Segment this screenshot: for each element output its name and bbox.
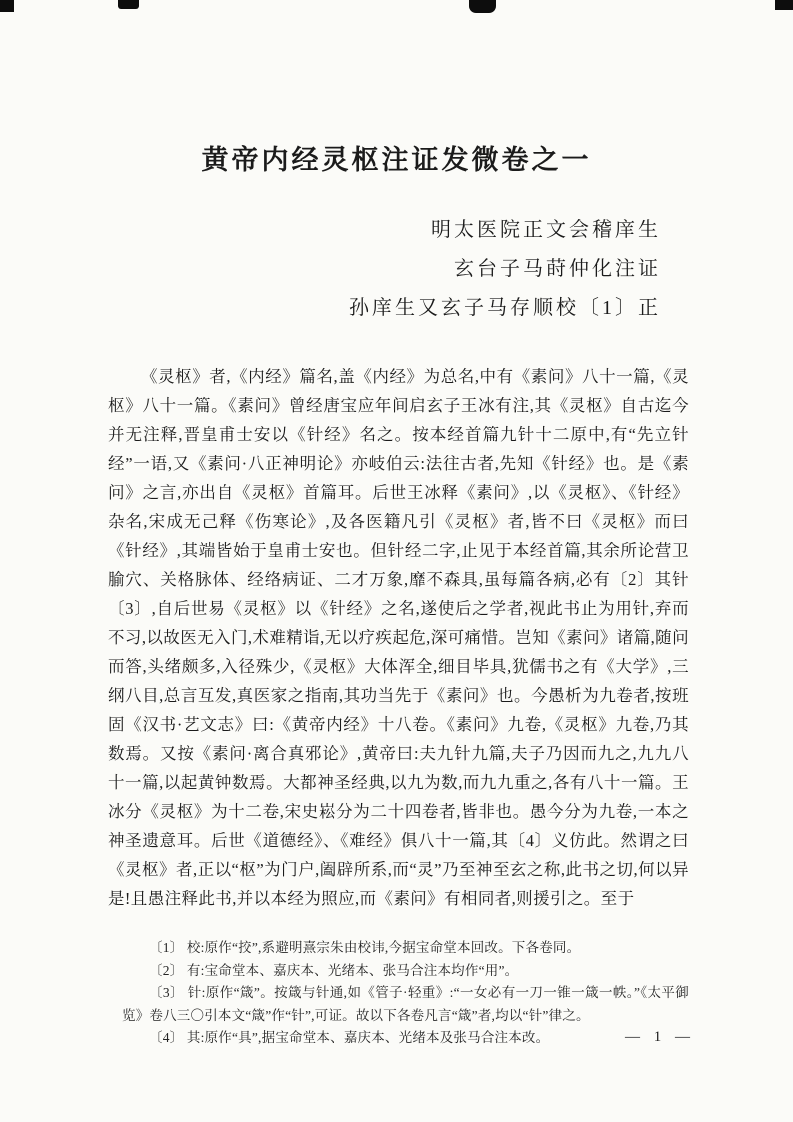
byline-line-2: 玄台子马莳仲化注证: [454, 258, 661, 280]
body-paragraph: 《灵枢》者,《内经》篇名,盖《内经》为总名,中有《素问》八十一篇,《灵枢》八十一篇。《素问》曾经唐宝应年间启玄子王冰有注,其《灵枢》自古迄今并无注释,晋皇甫士安以《针经》名之。按本经首篇九针十二原中,有“先立针经”一语,又《素问·八正神明论》亦岐伯云:法往古者,先知《针经》也。是《素问》之言,亦出自《灵枢》首篇耳。后世王冰释《素问》,以《灵枢》、《针经》杂名,宋成无己释《伤寒论》,及各医籍凡引《灵枢》者,皆不曰《灵枢》而曰《针经》,其端皆始于皇甫士安也。但针经二字,止见于本经首篇,其余所论营卫腧穴、关格脉体、经络病证、二才万象,靡不森具,虽每篇各病,必有〔2〕其针〔3〕,自后世易《灵枢》以《针经》之名,遂使后之学者,视此书止为用针,弃而不习,以故医无入门,术难精诣,无以疗疾起危,深可痛惜。岂知《素问》诸篇,随问而答,头绪颇多,入径殊少,《灵枢》大体浑全,细目毕具,犹儒书之有《大学》,三纲八目,总言互发,真医家之指南,其功当先于《素问》也。今愚析为九卷者,按班固《汉书·艺文志》曰:《黄帝内经》十八卷。《素问》九卷,《灵枢》九卷,乃其数焉。又按《素问·离合真邪论》,黄帝曰:夫九针九篇,夫子乃因而九之,九九八十一篇,以起黄钟数焉。大都神圣经典,以九为数,而九九重之,各有八十一篇。王冰分《灵枢》为十二卷,宋史崧分为二十四卷者,皆非也。愚今分为九卷,一本之神圣遗意耳。后世《道德经》、《难经》俱八十一篇,其〔4〕义仿此。然谓之曰《灵枢》者,正以“枢”为门户,阖辟所系,而“灵”乃至神至玄之称,此书之切,何以异是!且愚注释此书,并以本经为照应,而《素问》有相同者,则援引之。至于: [108, 367, 689, 908]
byline-line-3: 孙庠生又玄子马存顺校〔1〕正: [349, 297, 661, 319]
byline-line-1: 明太医院正文会稽庠生: [431, 219, 661, 241]
page-number: — 1 —: [625, 1029, 695, 1045]
footnote-1: 〔1〕 校:原作“挍”,系避明熹宗朱由校讳,今据宝命堂本回改。下各卷同。: [149, 940, 581, 955]
scan-artifact: [775, 0, 793, 10]
footnote-3: 〔3〕 针:原作“箴”。按箴与针通,如《管子·轻重》:“一女必有一刀一锥一箴一帙。”《太平御览》卷八三〇引本文“箴”作“针”,可证。故以下各卷凡言“箴”者,均以“针”律之。: [122, 985, 689, 1023]
byline: [0, 211, 793, 328]
scan-artifact: [0, 0, 14, 12]
footnote-4: 〔4〕 其:原作“具”,据宝命堂本、嘉庆本、光绪本及张马合注本改。: [149, 1030, 550, 1045]
footnote-2: 〔2〕 有:宝命堂本、嘉庆本、光绪本、张马合注本均作“用”。: [149, 962, 519, 978]
scan-artifact: [469, 0, 496, 13]
page-title: 黄帝内经灵枢注证发微卷之一: [201, 145, 592, 175]
footnotes-block: [122, 937, 689, 1050]
scan-artifact: [118, 0, 139, 9]
